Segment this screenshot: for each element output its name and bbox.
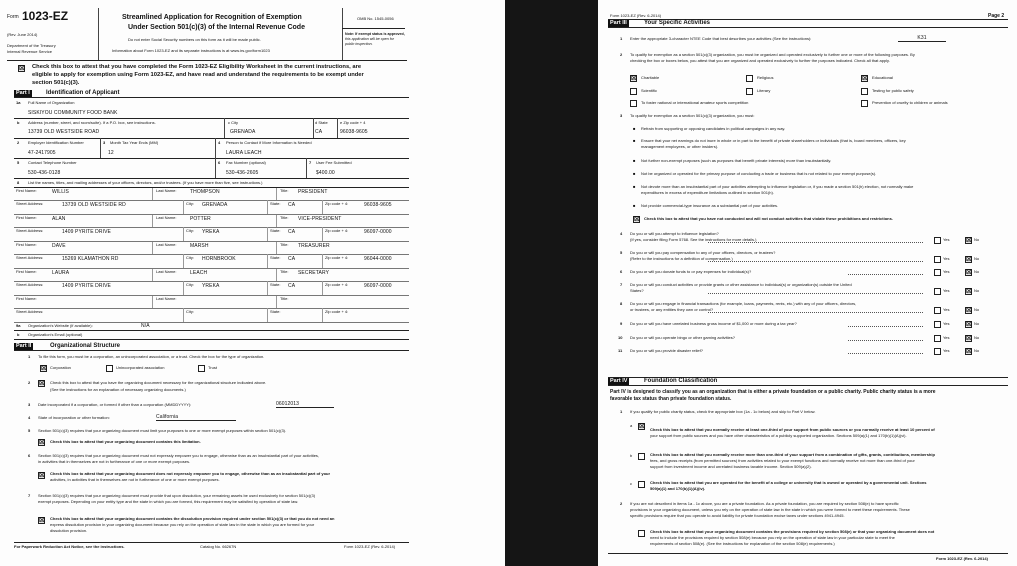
line-number: b: [17, 120, 20, 125]
leader-dots: [848, 353, 923, 354]
public-support-text: Check this box to attest that you normally receive at least one-third of your support from public sources or you normally receive at least 10 percent of: [650, 427, 935, 432]
website-label: Organization's Website (if available):: [28, 323, 93, 328]
eligibility-attest-text: eligible to apply for exemption using Form 1023-EZ, and have read and understand the requirements to be exempt under: [32, 72, 364, 78]
officer-title[interactable]: VICE-PRESIDENT: [298, 216, 342, 222]
officer-state[interactable]: CA: [288, 229, 296, 235]
question-number: 11: [618, 348, 623, 353]
part1-title: Identification of Applicant: [46, 90, 120, 96]
educational-checkbox[interactable]: ☒: [862, 75, 868, 82]
state-label: State:: [270, 228, 281, 233]
fax-field[interactable]: 530-436-2605: [226, 170, 259, 176]
officer-city[interactable]: YREKA: [202, 283, 220, 289]
unincorporated-label: Unincorporated association: [116, 365, 165, 370]
yes-checkbox[interactable]: [934, 307, 941, 314]
yes-label: Yes: [943, 335, 950, 340]
month-label: Month Tax Year Ends (MM): [110, 140, 159, 145]
street-label: Street Address:: [16, 228, 44, 233]
officer-street[interactable]: 1409 PYRITE DRIVE: [62, 283, 111, 289]
officer-street[interactable]: 13739 OLD WESTSIDE RD: [62, 202, 126, 208]
public-support-checkbox[interactable]: ☒: [639, 423, 645, 430]
no-label: No: [974, 237, 980, 242]
officer-first-name[interactable]: DAVE: [52, 243, 66, 249]
title-label: Title:: [280, 269, 289, 274]
yes-checkbox[interactable]: [934, 288, 941, 295]
question-text: Do you or will you donate funds to or pay expenses for individual(s)?: [630, 269, 752, 274]
omb-note: Note: If exempt status is approved,: [345, 32, 405, 36]
no-checkbox[interactable]: ☒: [966, 307, 972, 314]
section-508e-text: requirements of section 508(e). (See the instructions for explanation of the section 508(e) requirements.): [650, 541, 835, 546]
fee-label: User Fee Submitted: [316, 160, 352, 165]
phone-label: Contact Telephone Number: [28, 160, 77, 165]
college-checkbox[interactable]: [638, 481, 645, 488]
eligibility-attest-text: section 501(c)(3).: [32, 80, 80, 86]
trust-checkbox[interactable]: [198, 365, 205, 372]
footer-catalog: Catalog No. 66267N: [200, 544, 237, 549]
organizing-document-text: (See the instructions for an explanation of necessary organizing documents.): [50, 387, 186, 392]
city-label: City:: [186, 255, 194, 260]
officer-first-name[interactable]: ALAN: [52, 216, 66, 222]
no-checkbox[interactable]: ☒: [966, 237, 972, 244]
line-number: 8: [17, 180, 20, 185]
empower-text: Section 501(c)(3) requires that your organizing document must not expressly empower you to engage, otherwise than as an insubstantial part of your activities,: [38, 453, 320, 458]
street-label: Street Address:: [16, 255, 44, 260]
officer-state[interactable]: CA: [288, 202, 296, 208]
org-name-label: Full Name of Organization: [28, 100, 75, 105]
question-number: 9: [620, 321, 623, 326]
officer-first-name[interactable]: WILLIS: [52, 189, 69, 195]
org-type-instruction: To file this form, you must be a corporation, an unincorporated association, or a trust. Check the box for the type of organization.: [38, 354, 265, 359]
officer-title[interactable]: PRESIDENT: [298, 189, 328, 195]
first-name-label: First Name:: [16, 269, 37, 274]
part2-title: Organizational Structure: [50, 343, 121, 349]
first-name-label: First Name:: [16, 296, 37, 301]
leader-dots: [708, 312, 923, 313]
requirement-item: expenditures in excess of expenditure limitations outlined in section 501(h).: [641, 190, 774, 195]
organizing-document-checkbox[interactable]: ☒: [39, 380, 45, 387]
header-form: Form 1023-EZ (Rev. 6-2014): [610, 13, 662, 18]
line-number: 7: [309, 160, 312, 165]
zip-label: Zip code + 4:: [325, 228, 349, 233]
gross-receipts-text: support from investment income and unrelated business taxable income. Section 509(a)(2).: [650, 464, 812, 469]
no-label: No: [974, 288, 980, 293]
question-text: Do you or will you operate bingo or other gaming activities?: [630, 335, 735, 340]
question-text: Do you or will you pay compensation to any of your officers, directors, or trustees?: [630, 250, 776, 255]
last-name-label: Last Name:: [156, 215, 177, 220]
public-charity-instruction: If you qualify for public charity status, check the appropriate box (1a - 1c below) and skip to Part V below.: [630, 409, 816, 414]
no-label: No: [974, 307, 980, 312]
fax-label: Fax Number (optional): [226, 160, 266, 165]
officer-city[interactable]: YREKA: [202, 229, 220, 235]
officer-street[interactable]: 15269 KLAMATHON RD: [62, 256, 119, 262]
section-508e-text: need to include the provisions required by section 508(e) because you rely on the operation of state law in your particular state to meet the: [650, 535, 895, 540]
state-label: State:: [270, 282, 281, 287]
form-title-line1: Streamlined Application for Recognition of Exemption: [122, 14, 302, 21]
requirement-item: Ensure that your net earnings do not inure in whole or in part to the benefit of private shareholders or individuals (that is, board members, officers, key: [641, 138, 906, 143]
form-number: 1023-EZ: [22, 9, 69, 23]
part4-title: Foundation Classification: [644, 378, 718, 384]
section-508e-text: Check this box to attest that your organizing document contains the provisions required by section 508(e) or that your organizing document does not: [650, 529, 935, 534]
line-number: b: [17, 332, 20, 337]
state-label: d State: [315, 120, 328, 125]
prohibitions-attest: Check this box to attest that you have not conducted and will not conduct activities that violate these prohibitions and restrictions.: [644, 216, 893, 221]
question-number: 4: [620, 231, 623, 236]
leader-dots: [848, 340, 923, 341]
state-label: State:: [270, 309, 281, 314]
no-checkbox[interactable]: ☒: [966, 321, 972, 328]
dissolution-attest: express dissolution provision in your organizing document because you rely on the operation of state law in the state in which you are formed for your: [50, 522, 315, 527]
college-text: 509(a)(1) and 170(b)(1)(A)(iv).: [650, 486, 706, 491]
limitation-checkbox[interactable]: ☒: [39, 439, 45, 446]
requirement-item: Not provide commercial-type insurance as a substantial part of your activities.: [641, 203, 779, 208]
no-checkbox[interactable]: ☒: [966, 348, 972, 355]
title-label: Title:: [280, 188, 289, 193]
line-number: 1a: [16, 100, 21, 105]
question-number: 10: [618, 335, 623, 340]
contact-label: Person to Contact if More Information is Needed: [226, 140, 312, 145]
unincorporated-checkbox[interactable]: [106, 365, 113, 372]
empower-attest: Check this box to attest that your organizing document does not expressly empower you to engage, otherwise than as an insubstantial part of your: [50, 471, 331, 476]
form-page-2: Form 1023-EZ (Rev. 6-2014) Page 2 Part III Your Specific Activities 1 Enter the appropriate 3-character NTEE Code that best describes your activities (See the instructions): K31 2 To qualify for exemption as a section 501(c)(3) organization, you must be organized and operated exclusively to further one or more of the following purposes. By checking the box or boxes below, you attest that you are organized and operated exclusively to further the purposes indicated. Check all that apply. ☒ Charitable Religious ☒ Educational Scientific Literary Testing for public safety To foster national or international amateur sports competition Prevention of cruelty to children or animals 3 To qualify for exemption as a section 501(c)(3) organization, you must: ■ Refrain from supporting or opposing candidates in political campaigns in any way. ■ Ensure that your net earnings do not inure in whole or in part to the benefit of private shareholders or individuals (that is, board members, officers, key management employees, or other insiders). ■ Not further non-exempt purposes (such as purposes that benefit private interests) more than insubstantially. ■ Not be organized or operated for the primary purpose of conducting a trade or business that is not related to your exempt purpose(s). ■ Not devote more than an insubstantial part of your activities attempting to influence legislation or, if you made a section 501(h) election, not normally make expenditures in excess of expenditure limitations outlined in section 501(h). ■ Not provide commercial-type insurance as a substantial part of your activities. ☒ Check this box to attest that you have not conducted and will not conduct activities that violate these prohibitions and restrictions. 4 Do you or will you attempt to influence legislation? (If yes, consider filing Form 5768. See the instructions for more details.) Yes ☒ No 5 Do you or will you pay compensation to any of your officers, directors, or trustees? (Refer to the instructions for a definition of compensation.) Yes ☒ No 6 Do you or will you donate funds to or pay expenses for individual(s)? Yes ☒ No 7 Do you or will you conduct activities or provide grants or other assistance to individual(s) or organization(s) outside the United States? Yes ☒ No 8 Do you or will you engage in financial transactions (for example, loans, payments, rents, etc.) with any of your officers, directors, or trustees, or any entities they own or control? Yes ☒ No 9 Do you or will you have unrelated business gross income of $1,000 or more during a tax year? Yes ☒ No 10 Do you or will you operate bingo or other gaming activities? Yes ☒ No 11 Do you or will you provide disaster relief? Yes ☒ No Part IV Foundation Classification Part IV is designed to classify you as an organization that is either a private foundation or a public charity. Public charity status is a more favorable tax status than private foundation status. 1 If you qualify for public charity status, check the appropriate box (1a - 1c below) and skip to Part V below. a ☒ Check this box to attest that you normally receive at least one-third of your support from public sources or you normally receive at least 10 percent of your support from public sources and you have other characteristics of a publicly supported organization. Sections 509(a)(1) and 170(b)(1)(A)(vi). b Check this box to attest that you normally receive more than one-third of your support from a combination of gifts, grants, contributions, membership fees, and gross receipts (from permitted sources) from activities related to your exempt functions and normally receive not more than one-third of your support from investment income and unrelated business taxable income. Section 509(a)(2). c Check this box to attest that you are operated for the benefit of a college or university that is owned or operated by a governmental unit. Sections 509(a)(1) and 170(b)(1)(A)(iv). 2 If you are not described in items 1a - 1c above, you are a private foundation. As a private foundation, you are required by section 508(e) to have specific provisions in your organizing document, unless you rely on the operation of state law in the state in which you were formed to meet these requirements. These specific provisions require that you operate to avoid liability for private foundation excise taxes under sections 4941-4945. Check this box to attest that your organizing document contains the provisions required by section 508(e) or that your organizing document does not need to include the provisions required by section 508(e) because you rely on the operation of state law in your particular state to meet the requirements of section 508(e). (See the instructions for explanation of the section 508(e) requirements.) Form 1023-EZ (Rev. 6-2014): [598, 0, 1017, 566]
part3-title: Your Specific Activities: [644, 20, 711, 26]
question-text: Do you or will you engage in financial transactions (for example, loans, payments, rents, etc.) with any of your officers, directors,: [630, 301, 857, 306]
eligibility-attest-checkbox[interactable]: ☒: [19, 65, 25, 72]
officer-last-name[interactable]: MARSH: [190, 243, 209, 249]
private-foundation-text: If you are not described in items 1a - 1c above, you are a private foundation. As a private foundation, you are required by section 508(e) to have specific: [630, 501, 899, 506]
educational-label: Educational: [872, 75, 893, 80]
option-letter: c: [630, 481, 632, 486]
info-note: Information about Form 1023-EZ and its separate instructions is at www.irs.gov/form1023: [112, 48, 270, 53]
date-incorporated-label: Date incorporated if a corporation, or formed if other than a corporation (MMDDYYYY):: [38, 402, 192, 407]
corporation-checkbox[interactable]: ☒: [41, 365, 47, 372]
omb-note: this application will be open for: [345, 37, 394, 41]
officer-city[interactable]: GRENADA: [202, 202, 228, 208]
scientific-checkbox[interactable]: [630, 88, 637, 95]
city-label: City:: [186, 282, 194, 287]
yes-label: Yes: [943, 237, 950, 242]
line-number: 9a: [16, 323, 21, 328]
yes-checkbox[interactable]: [934, 269, 941, 276]
department: Department of the Treasury: [7, 43, 56, 48]
first-name-label: First Name:: [16, 215, 37, 220]
leader-dots: [708, 261, 923, 262]
org-name-field[interactable]: SISKIYOU COMMUNITY FOOD BANK: [28, 110, 118, 116]
officer-zip[interactable]: 96097-0000: [364, 229, 392, 235]
address-label: Address (number, street, and room/suite). If a P.O. box, see instructions.: [28, 120, 156, 125]
yes-checkbox[interactable]: [934, 256, 941, 263]
leader-dots: [708, 293, 923, 294]
limitation-text: Section 501(c)(3) requires that your organizing document must limit your purposes to one or more exempt purposes within section 501(c)(3).: [38, 428, 287, 433]
section-508e-checkbox[interactable]: [638, 530, 645, 537]
empower-attest: activities, in activities that in themselves are not in furtherance of one or more exempt purposes.: [50, 477, 220, 482]
college-text: Check this box to attest that you are operated for the benefit of a college or university that is owned or operated by a governmental unit. Sections: [650, 480, 927, 485]
private-foundation-text: specific provisions require that you operate to avoid liability for private foundation excise taxes under sections 4941-4945.: [630, 513, 845, 518]
month-field[interactable]: 12: [108, 150, 114, 156]
question-number: 6: [620, 269, 623, 274]
sports-checkbox[interactable]: [630, 100, 637, 107]
question-number: 8: [620, 301, 623, 306]
dissolution-text: Section 501(c)(3) requires that your organizing document must provide that upon dissolution, your remaining assets be used exclusively for section 501(c)(3): [38, 493, 316, 498]
yes-label: Yes: [943, 269, 950, 274]
no-label: No: [974, 335, 980, 340]
line-number: 2: [17, 140, 20, 145]
leader-dots: [848, 326, 923, 327]
ntee-label: Enter the appropriate 3-character NTEE Code that best describes your activities (See the instructions):: [630, 36, 812, 41]
footer-paperwork: For Paperwork Reduction Act Notice, see the instructions.: [14, 544, 125, 549]
first-name-label: First Name:: [16, 188, 37, 193]
line-number: 3: [103, 140, 106, 145]
no-label: No: [974, 269, 980, 274]
yes-label: Yes: [943, 321, 950, 326]
charitable-label: Charitable: [641, 75, 660, 80]
header-page: Page 2: [988, 13, 1005, 19]
yes-label: Yes: [943, 348, 950, 353]
footer-form: Form 1023-EZ (Rev. 6-2014): [936, 556, 988, 561]
officer-zip[interactable]: 96097-0000: [364, 283, 392, 289]
form-page-1: Form 1023-EZ (Rev. June 2014) Department of the Treasury Internal Revenue Service Streamlined Application for Recognition of Exemption Under Section 501(c)(3) of the Internal Revenue Code Do not enter Social Security numbers on this form as it will be made public. Information about Form 1023-EZ and its separate instructions is at www.irs.gov/form1023 OMB No. 1545-0056 Note: If exempt status is approved, this application will be open for public inspection. ☒ Check this box to attest that you have completed the Form 1023-EZ Eligibility Worksheet in the current instructions, are eligible to apply for exemption using Form 1023-EZ, and have read and understand the requirements to be exempt under section 501(c)(3). Part I Identification of Applicant 1a Full Name of Organization SISKIYOU COMMUNITY FOOD BANK b Address (number, street, and room/suite). If a P.O. box, see instructions. 13739 OLD WESTSIDE ROAD c City GRENADA d State CA e Zip code + 4 96038-9605 2 Employer Identification Number 47-2417905 3 Month Tax Year Ends (MM) 12 4 Person to Contact if More Information is Needed LAURA LEACH 5 Contact Telephone Number 530-436-0128 6 Fax Number (optional) 530-436-2605 7 User Fee Submitted $400.00 8 List the names, titles, and mailing addresses of your officers, directors, and/or trustees. (If you have more than five, see instructions.) First Name: WILLIS Last Name: THOMPSON Title: PRESIDENT Street Address: 13739 OLD WESTSIDE RD City: GRENADA State: CA Zip code + 4: 96038-9605 First Name: ALAN Last Name: POTTER Title: VICE-PRESIDENT Street Address: 1409 PYRITE DRIVE City: YREKA State: CA Zip code + 4: 96097-0000 First Name: DAVE Last Name: MARSH Title: TREASURER Street Address: 15269 KLAMATHON RD City: HORNBROOK State: CA Zip code + 4: 96044-0000 First Name: LAURA Last Name: LEACH Title: SECRETARY Street Address: 1409 PYRITE DRIVE City: YREKA State: CA Zip code + 4: 96097-0000 First Name: Last Name: Title: Street Address: City: State: Zip code + 4: 9a Organization's Website (if available): N/A b Organization's Email (optional) Part II Organizational Structure 1 To file this form, you must be a corporation, an unincorporated association, or a trust. Check the box for the type of organization. ☒ Corporation Unincorporated association Trust 2 ☒ Check this box to attest that you have the organizing document necessary for the organizational structure indicated above. (See the instructions for an explanation of necessary organizing documents.) 3 Date incorporated if a corporation, or formed if other than a corporation (MMDDYYYY): 06012013 4 State of incorporation or other formation: California 5 Section 501(c)(3) requires that your organizing document must limit your purposes to one or more exempt purposes within section 501(c)(3). ☒ Check this box to attest that your organizing document contains this limitation. 6 Section 501(c)(3) requires that your organizing document must not expressly empower you to engage, otherwise than as an insubstantial part of your activities, in activities that in themselves are not in furtherance of one or more exempt purposes. ☒ Check this box to attest that your organizing document does not expressly empower you to engage, otherwise than as an insubstantial part of your activities, in activities that in themselves are not in furtherance of one or more exempt purposes. 7 Section 501(c)(3) requires that your organizing document must provide that upon dissolution, your remaining assets be used exclusively for section 501(c)(3) exempt purposes. Depending on your entity type and the state in which you are formed, this requirement may be satisfied by operation of state law. ☒ Check this box to attest that your organizing document contains the dissolution provision required under section 501(c)(3) or that you do not need an express dissolution provision in your organizing document because you rely on the operation of state law in the state in which you are formed for your dissolution provision. For Paperwork Reduction Act Notice, see the instructions. Catalog No. 66267N Form 1023-EZ (Rev. 6-2014): [0, 0, 505, 566]
ntee-field[interactable]: K31: [898, 35, 946, 42]
ssn-note: Do not enter Social Security numbers on this form as it will be made public.: [128, 37, 261, 42]
officer-last-name[interactable]: LEACH: [190, 270, 208, 276]
yes-checkbox[interactable]: [934, 321, 941, 328]
zip-label: e Zip code + 4: [340, 120, 366, 125]
corporation-label: Corporation: [50, 365, 71, 370]
ein-label: Employer Identification Number: [28, 140, 84, 145]
email-label: Organization's Email (optional): [28, 332, 83, 337]
zip-label: Zip code + 4:: [325, 255, 349, 260]
officer-last-name[interactable]: POTTER: [190, 216, 211, 222]
officer-last-name[interactable]: THOMPSON: [190, 189, 220, 195]
address-field[interactable]: 13739 OLD WESTSIDE ROAD: [28, 129, 100, 135]
yes-checkbox[interactable]: [934, 335, 941, 342]
yes-label: Yes: [943, 288, 950, 293]
private-foundation-text: provisions in your organizing document, unless you rely on the operation of state law in the state in which you were formed to meet these requirements. These: [630, 507, 910, 512]
officer-title[interactable]: SECRETARY: [298, 270, 330, 276]
zip-label: Zip code + 4:: [325, 282, 349, 287]
line-number: 5: [17, 160, 20, 165]
question-text: (Refer to the instructions for a definition of compensation.): [630, 256, 733, 261]
ein-field[interactable]: 47-2417905: [28, 150, 56, 156]
sports-label: To foster national or international amateur sports competition: [641, 100, 749, 105]
religious-label: Religious: [757, 75, 774, 80]
literary-checkbox[interactable]: [746, 88, 753, 95]
trust-label: Trust: [208, 365, 217, 370]
gross-receipts-checkbox[interactable]: [638, 453, 645, 460]
no-checkbox[interactable]: ☒: [966, 335, 972, 342]
dissolution-checkbox[interactable]: ☒: [39, 517, 45, 524]
no-checkbox[interactable]: ☒: [966, 256, 972, 263]
dissolution-attest: dissolution provision.: [50, 528, 88, 533]
state-field[interactable]: CA: [315, 129, 323, 135]
no-label: No: [974, 321, 980, 326]
literary-label: Literary: [757, 88, 771, 93]
website-field[interactable]: N/A: [141, 323, 150, 329]
state-label: State:: [270, 255, 281, 260]
fee-field[interactable]: $400.00: [316, 170, 335, 176]
yes-checkbox[interactable]: [934, 348, 941, 355]
question-text: Do you or will you conduct activities or provide grants or other assistance to individual(s) or organization(s) outside the United: [630, 282, 852, 287]
last-name-label: Last Name:: [156, 242, 177, 247]
part4-intro: favorable tax status than private foundation status.: [610, 396, 732, 402]
officer-zip[interactable]: 96038-9605: [364, 202, 392, 208]
officers-instruction: List the names, titles, and mailing addresses of your officers, directors, and/or trustees. (If you have more than five, see instructions.): [28, 180, 263, 185]
contact-field[interactable]: LAURA LEACH: [226, 150, 262, 156]
question-text: Do you or will you have unrelated business gross income of $1,000 or more during a tax year?: [630, 321, 797, 326]
city-label: City:: [186, 201, 194, 206]
question-text: Do you or will you attempt to influence legislation?: [630, 231, 719, 236]
scientific-label: Scientific: [641, 88, 658, 93]
no-checkbox[interactable]: ☒: [966, 269, 972, 276]
option-letter: a: [630, 423, 633, 428]
state-incorporation-field[interactable]: California: [156, 414, 236, 421]
state-incorporation-label: State of incorporation or other formation:: [38, 415, 110, 420]
question-text: (If yes, consider filing Form 5768. See the instructions for more details.): [630, 237, 757, 242]
officer-state[interactable]: CA: [288, 256, 296, 262]
cruelty-checkbox[interactable]: [861, 100, 868, 107]
yes-label: Yes: [943, 307, 950, 312]
no-label: No: [974, 348, 980, 353]
city-label: City:: [186, 309, 194, 314]
requirement-item: Not devote more than an insubstantial part of your activities attempting to influence legislation or, if you made a section 501(h) election, not normally make: [641, 184, 914, 189]
purposes-text: checking the box or boxes below, you attest that you are organized and operated exclusively to further the purposes indicated. Check all that apply.: [630, 58, 890, 63]
line-number: 4: [218, 140, 221, 145]
requirement-item: management employees, or other insiders).: [641, 144, 719, 149]
part4-label: Part IV: [610, 378, 628, 384]
no-checkbox[interactable]: ☒: [966, 288, 972, 295]
gross-receipts-text: fees, and gross receipts (from permitted sources) from activities related to your exempt functions and normally receive not more than one-third of your: [650, 458, 915, 463]
last-name-label: Last Name:: [156, 296, 177, 301]
officer-zip[interactable]: 96044-0000: [364, 256, 392, 262]
cruelty-label: Prevention of cruelty to children or animals: [872, 100, 948, 105]
footer-form: Form 1023-EZ (Rev. 6-2014): [344, 544, 396, 549]
city-label: City:: [186, 228, 194, 233]
yes-checkbox[interactable]: [934, 237, 941, 244]
dissolution-attest: Check this box to attest that your organizing document contains the dissolution provision required under section 501(c)(3) or that you do not need an: [50, 516, 335, 521]
testing-label: Testing for public safety: [872, 88, 914, 93]
part2-label: Part II: [16, 343, 32, 349]
question-number: 7: [620, 282, 623, 287]
leader-dots: [708, 242, 923, 243]
question-text: or trustees, or any entities they own or control?: [630, 307, 714, 312]
question-text: Do you or will you provide disaster relief?: [630, 348, 703, 353]
last-name-label: Last Name:: [156, 269, 177, 274]
last-name-label: Last Name:: [156, 188, 177, 193]
zip-field[interactable]: 96038-9605: [340, 129, 368, 135]
first-name-label: First Name:: [16, 242, 37, 247]
street-label: Street Address:: [16, 282, 44, 287]
form-word: Form: [7, 14, 19, 20]
requirement-item: Not further non-exempt purposes (such as purposes that benefit private interests) more than insubstantially.: [641, 158, 832, 163]
officer-city[interactable]: HORNBROOK: [202, 256, 236, 262]
officer-first-name[interactable]: LAURA: [52, 270, 70, 276]
prohibitions-checkbox[interactable]: ☒: [634, 216, 640, 223]
title-label: Title:: [280, 215, 289, 220]
officer-title[interactable]: TREASURER: [298, 243, 330, 249]
zip-label: Zip code + 4:: [325, 309, 349, 314]
option-letter: b: [630, 453, 633, 458]
requirement-item: Not be organized or operated for the primary purpose of conducting a trade or business that is not related to your exempt purpose(s).: [641, 171, 877, 176]
irs: Internal Revenue Service: [7, 49, 52, 54]
empower-text: in activities that in themselves are not in furtherance of one or more exempt purposes.: [38, 459, 191, 464]
testing-checkbox[interactable]: [861, 88, 868, 95]
part1-label: Part I: [16, 90, 30, 96]
omb-note: public inspection.: [345, 42, 373, 46]
zip-label: Zip code + 4:: [325, 201, 349, 206]
dissolution-text: exempt purposes. Depending on your entity type and the state in which you are formed, this requirement may be satisfied by operation of state law.: [38, 499, 299, 504]
charitable-checkbox[interactable]: ☒: [631, 75, 637, 82]
part3-label: Part III: [610, 20, 627, 26]
yes-label: Yes: [943, 256, 950, 261]
state-label: State:: [270, 201, 281, 206]
organizing-document-text: Check this box to attest that you have the organizing document necessary for the organizational structure indicated above.: [50, 380, 267, 385]
limitation-attest: Check this box to attest that your organizing document contains this limitation.: [50, 439, 201, 444]
city-field[interactable]: GRENADA: [230, 129, 256, 135]
title-label: Title:: [280, 296, 289, 301]
omb-number: OMB No. 1545-0056: [357, 16, 394, 21]
city-label: c City: [228, 120, 238, 125]
title-label: Title:: [280, 242, 289, 247]
requirement-item: Refrain from supporting or opposing candidates in political campaigns in any way.: [641, 126, 786, 131]
public-support-text: your support from public sources and you have other characteristics of a publicly supported organization. Sections 509(a)(1) and 170(b)(1)(A)(vi).: [650, 433, 907, 438]
officer-state[interactable]: CA: [288, 283, 296, 289]
street-label: Street Address:: [16, 309, 44, 314]
form-title-line2: Under Section 501(c)(3) of the Internal Revenue Code: [128, 24, 305, 31]
eligibility-attest-text: Check this box to attest that you have completed the Form 1023-EZ Eligibility Worksheet in the current instructions, are: [32, 64, 362, 70]
street-label: Street Address:: [16, 201, 44, 206]
no-label: No: [974, 256, 980, 261]
requirements-intro: To qualify for exemption as a section 501(c)(3) organization, you must:: [630, 113, 755, 118]
empower-checkbox[interactable]: ☒: [39, 472, 45, 479]
phone-field[interactable]: 530-436-0128: [28, 170, 61, 176]
leader-dots: [848, 274, 923, 275]
question-number: 5: [620, 250, 623, 255]
question-text: States?: [630, 288, 644, 293]
religious-checkbox[interactable]: [746, 75, 753, 82]
gross-receipts-text: Check this box to attest that you normally receive more than one-third of your support from a combination of gifts, grants, contributions, membership: [650, 452, 935, 457]
form-revision: (Rev. June 2014): [7, 32, 38, 37]
purposes-text: To qualify for exemption as a section 501(c)(3) organization, you must be organized and operated exclusively to further one or more of the following purposes. By: [630, 52, 915, 57]
line-number: 6: [218, 160, 221, 165]
officer-street[interactable]: 1409 PYRITE DRIVE: [62, 229, 111, 235]
date-incorporated-field[interactable]: 06012013: [276, 401, 334, 408]
part4-intro: Part IV is designed to classify you as an organization that is either a private foundation or a public charity. Public charity status is a more: [610, 389, 936, 395]
